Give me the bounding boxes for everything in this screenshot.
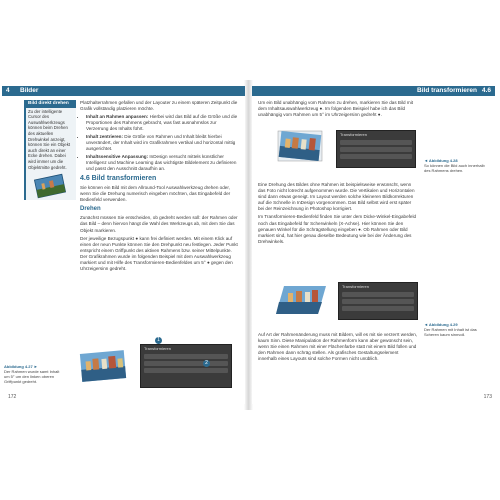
caption-label: ◄ Abbildung 4.28	[424, 158, 458, 163]
sidebar-text: Zu der intelligente Cursor des Auswahlwerkzeugs können beim Drehen des aktuellen Drehwinkel anzeigt, können Sie ein Objekt auch direkt an einer Ecke drehen. Dabei wird immer um die Objektmitte gedreht.	[28, 108, 71, 170]
panel-field-row[interactable]	[342, 306, 414, 311]
right-text-block-3	[258, 332, 418, 364]
paragraph: Eine Drehung des Bildes ohne Rahmen ist beispielsweise erwünscht, wenn das Foto nicht lotrecht aufgenommen wurde. Die Vertikalen und Horizontalen sind dann etwas geneigt. Im Layout werden solche kleineren Bildkorrekturen auf die Schnelle in InDesign vorgenommen. Das Bild selbst wird erst später bei der Reinzeichnung in Photoshop korrigiert.	[258, 182, 415, 212]
list-item-label: Inhalt zentrieren:	[86, 133, 124, 139]
left-main-column	[80, 100, 240, 274]
right-chapter-number: 4.6	[481, 87, 491, 94]
harbor-photo-icon	[276, 128, 324, 164]
right-page	[252, 86, 498, 404]
right-page-number: 173	[483, 394, 492, 400]
panel-title: Transformieren	[342, 284, 369, 289]
paragraph: Auf Art der Rahmenänderung muss mit Bildern, will es mit sie verzerrt werden, kaum Sinn. Diese Manipulation der Rahmenform kann aber gewünscht sein, wenn Sie einen Rahmen mit einer Flächenfarbe statt mit einem Bild füllen und den Rahmen dann schräg stellen. Als grafisches Gestaltungselement innerhalb eines Layouts sind solche Formen nicht unüblich.	[258, 332, 418, 362]
list-item	[86, 114, 240, 132]
list-item-text: InDesign versucht mittels künstlicher Intelligenz und Machine Learning das wichtigste Bildelement zu definieren und passt den Ausschnitt daraufhin an.	[86, 153, 237, 171]
intro-paragraph: Platzhalterrahmen gefallen und der Layouter zu einem späteren Zeitpunkt die Grafik vollständig platzieren möchte.	[80, 100, 238, 112]
right-text-block-1	[258, 100, 418, 120]
transform-panel-right-1	[336, 130, 416, 168]
left-chapter-number: 4	[6, 87, 10, 94]
panel-field-row[interactable]	[144, 354, 228, 359]
transform-panel-left	[140, 344, 232, 388]
left-page	[2, 86, 245, 404]
caption-label: ◄ Abbildung 4.29	[424, 322, 458, 327]
right-chapter-title: Bild transformieren	[417, 87, 477, 94]
panel-field-row[interactable]	[340, 154, 412, 159]
caption-label: Abbildung 4.27 ►	[4, 364, 38, 369]
left-page-number: 172	[8, 394, 17, 400]
sidebar-box	[24, 100, 76, 200]
sidebar-rotate-thumbnail	[30, 173, 70, 199]
sheared-photo	[274, 282, 328, 318]
caption-text: Der Rahmen mit Inhalt ist das Scheren kaum sinnvoll.	[424, 327, 477, 337]
list-item-text: Hierbei wird das Bild auf die Größe und die Proportionen des Rahmens gebracht, was fast ausnahmslos zur Verzerrung des Inhalts führt.	[86, 114, 238, 132]
harbor-photo-icon	[78, 348, 128, 384]
section-heading: 4.6 Bild transformieren	[80, 175, 157, 183]
left-chapter-title: Bilder	[20, 87, 39, 94]
harbor-photo-icon	[274, 282, 328, 318]
paragraph: Um ein Bild unabhängig vom Rahmen zu drehen, markieren Sie das Bild mit dem Inhaltsauswahlwerkzeug ●. Im folgenden Beispiel habe ich das Bild unabhängig vom Rahmen um 5° im Uhrzeigersinn gedreht ●.	[258, 100, 413, 118]
sidebar-title: Bild direkt drehen	[26, 100, 76, 108]
left-running-header	[2, 86, 245, 96]
figure-caption-4-28	[424, 158, 492, 173]
figure-caption-4-29	[424, 322, 492, 337]
panel-field-row[interactable]	[340, 147, 412, 152]
options-list	[80, 114, 240, 172]
callout-marker: 1	[155, 337, 162, 344]
panel-field-row[interactable]	[144, 361, 228, 366]
transform-panel-right-2	[338, 282, 418, 320]
right-text-block-2	[258, 182, 418, 247]
rotated-content-photo	[276, 128, 324, 164]
sub-paragraph-2: Der jeweilige Bezugspunkt ● kann frei definiert werden. Mit einem Klick auf einen der neun Punkte können Sie den Drehpunkt neu festlegen. Jeder Punkt entspricht einem Griffpunkt des aktiven Rahmens bzw. seiner Mittelpunkte. Der Grafikrahmen wurde im folgenden Beispiel mit dem Auswahlwerkzeug markiert und mit Hilfe des Transformieren-Bedienfeldes um 5° ● gegen den Uhrzeigersinn gedreht.	[80, 235, 238, 272]
panel-title: Transformieren	[340, 132, 367, 137]
panel-field-row[interactable]	[342, 292, 414, 297]
list-item-label: Inhaltssensitive Anpassung:	[86, 153, 149, 159]
caption-text: Der Rahmen wurde samt Inhalt um 5° um den linken oberen Griffpunkt gedreht.	[4, 369, 60, 384]
list-item	[86, 154, 240, 172]
subheading: Drehen	[80, 206, 101, 213]
right-running-header	[252, 86, 495, 96]
list-item-label: Inhalt an Rahmen anpassen:	[86, 114, 149, 120]
panel-field-row[interactable]	[340, 140, 412, 145]
section-paragraph: Sie können ein Bild mit dem Allround-Tool Auswahlwerkzeug drehen oder, wenn Sie die Drehung numerisch eingeben möchten, das Eingabefeld der Bedienfeld verwenden.	[80, 185, 231, 203]
rotated-frame-photo	[78, 348, 128, 384]
rotated-photo-icon	[30, 173, 70, 199]
caption-text: So können die Bild auch innerhalb des Rahmens drehen.	[424, 163, 485, 173]
figure-caption-4-27	[4, 364, 64, 384]
callout-marker: 2	[203, 360, 210, 367]
list-item-text: Die Größe von Rahmen und Inhalt bleibt hierbei unverändert, der Inhalt wird im Grafikrahmen vertikal und horizontal mittig ausgerichtet.	[86, 133, 236, 152]
panel-field-row[interactable]	[342, 299, 414, 304]
panel-field-row[interactable]	[144, 368, 228, 373]
panel-title: Transformieren	[144, 346, 171, 351]
sub-paragraph-1: Zunächst müssen Sie entscheiden, ob gedreht werden soll: der Rahmen oder das Bild – denn hiervon hängt die Wahl des Werkzeugs ab, mit dem Sie das Objekt markieren.	[80, 215, 238, 233]
list-item	[86, 134, 240, 152]
paragraph: Im Transformieren-Bedienfeld finden Sie unter dem Dicke-Winkel-Eingabefeld noch das Eingabefeld für Scherwinkeln (X-Achse). Hier können Sie den genauen Winkel für die Schrägstellung eingeben ●. Ob Rahmen oder Bild markiert sind, hat hier genau dieselbe Bedeutung wie bei der Änderung des Drehwinkels.	[258, 214, 417, 244]
